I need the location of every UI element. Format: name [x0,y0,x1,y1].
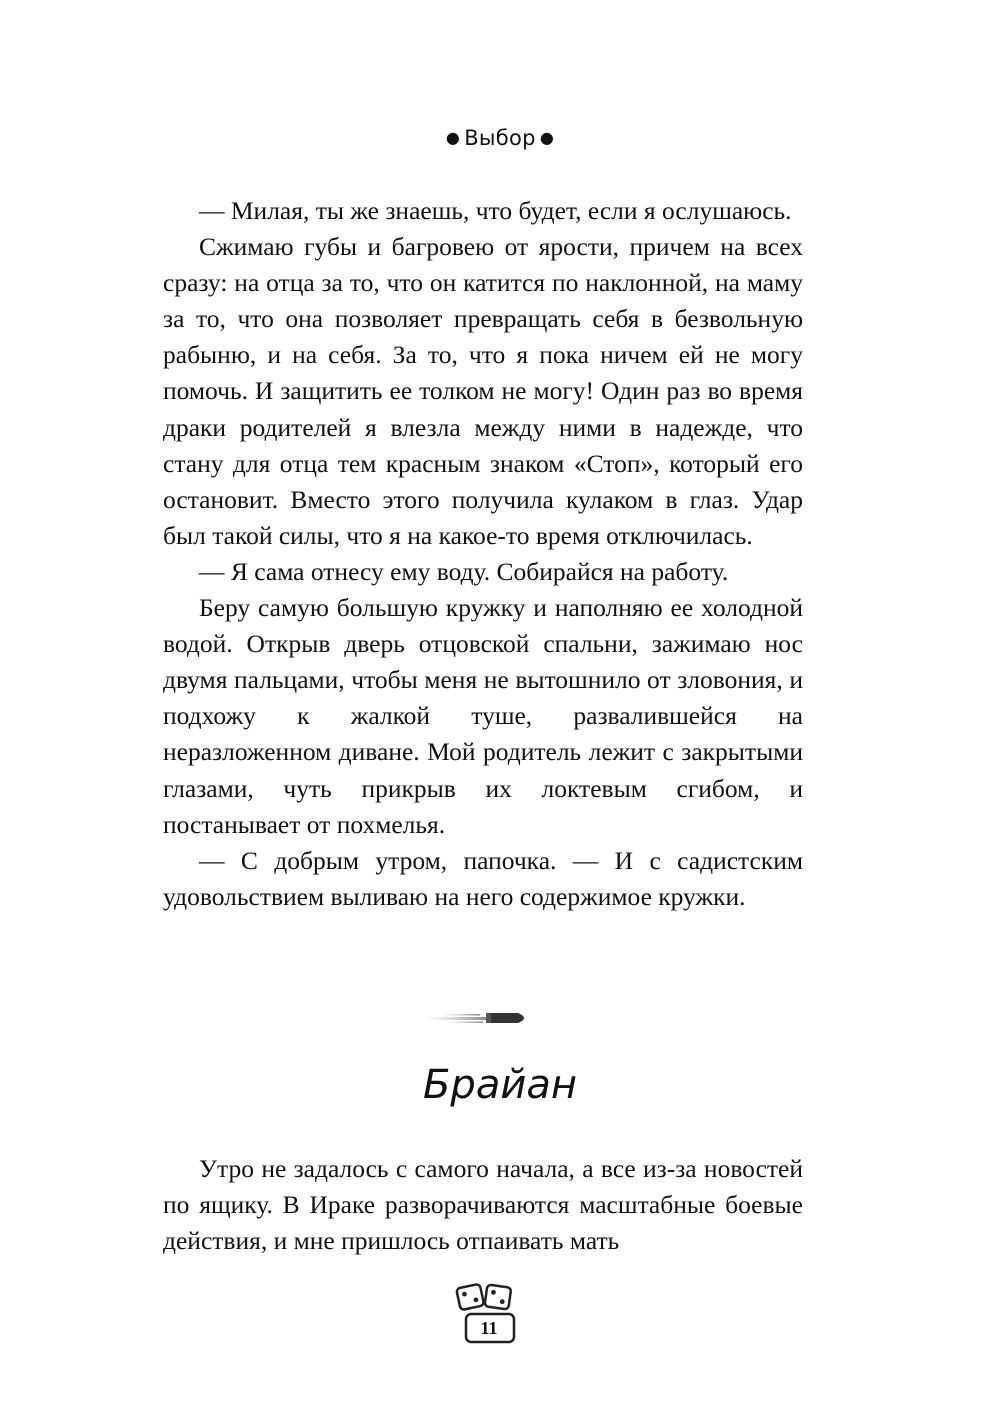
paragraph: Утро не задалось с самого начала, а все из-за новостей по ящику. В Ираке разворачиваются масштабные боевые действия, и мне пришлось отпаивать мать [163,1154,803,1256]
body-text-bottom [163,1151,803,1259]
paragraph: — Милая, ты же знаешь, что будет, если я ослушаюсь. [199,196,792,225]
bullet-icon: ● [445,128,461,147]
bullet-divider-icon [0,1008,1000,1028]
chapter-title: Брайан [422,1062,577,1108]
bullet-icon: ● [539,128,555,147]
running-head [0,126,1000,150]
paragraph: — С добрым утром, папочка. — И с садистским удовольствием выливаю на него содержимое кружки. [163,845,803,911]
paragraph: Сжимаю губы и багровею от ярости, причем на всех сразу: на отца за то, что он катится по наклонной, на маму за то, что она позволяет превращать себя в безвольную рабыню, и на себя. За то, что я пока ничем ей не могу помочь. И защитить ее толком не могу! Один раз во время драки родителей я влезла между ними в надежде, что стану для отца тем красным знаком «Стоп», который его остановит. Вместо этого получила кулаком в глаз. Удар был такой силы, что я на какое-то время отключилась. [163,232,803,550]
paragraph: Беру самую большую кружку и наполняю ее холодной водой. Открыв дверь отцовской спальни, зажимаю нос двумя пальцами, чтобы меня не вытошнило от зловония, и подхожу к жалкой туше, развалившейся на неразложенном диване. Мой родитель лежит с закрытыми глазами, чуть прикрыв их локтевым сгибом, и постанывает от похмелья. [163,593,803,839]
running-title: Выбор [464,126,536,150]
page-number: 11 [480,1318,498,1338]
body-text-top [163,193,803,915]
paragraph: — Я сама отнесу ему воду. Собирайся на работу. [199,556,729,586]
